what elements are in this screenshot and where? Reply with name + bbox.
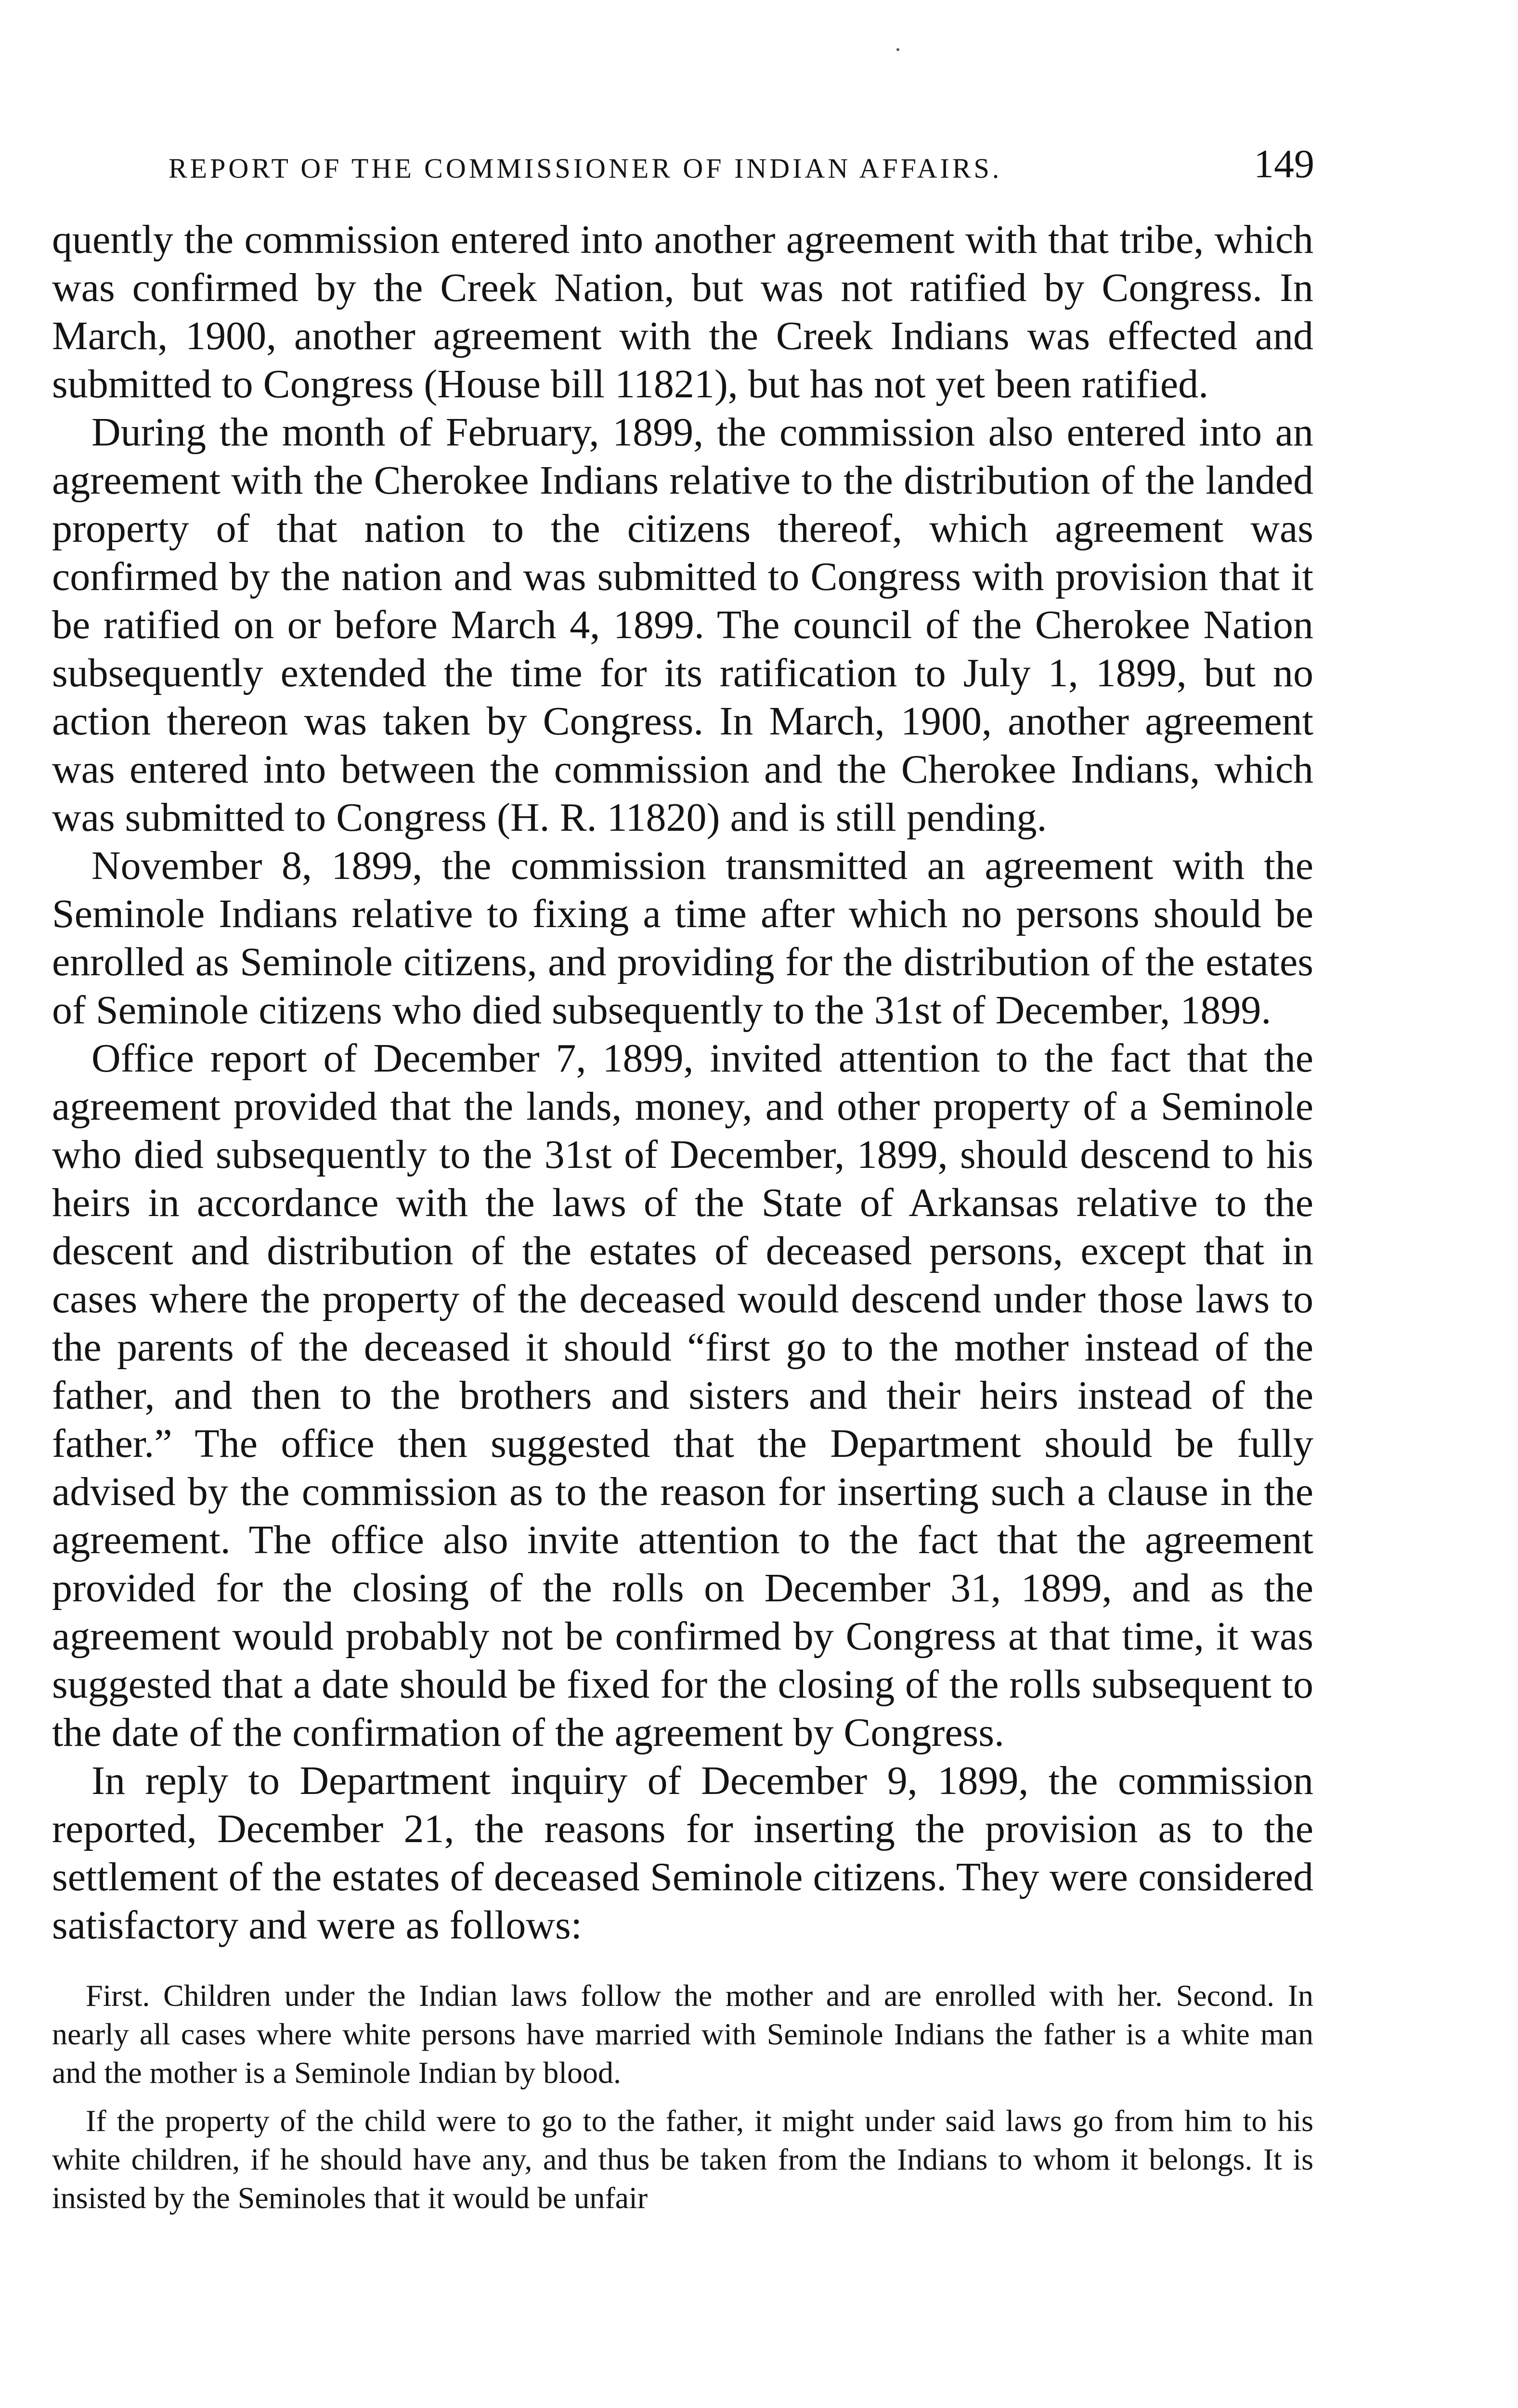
paragraph-office-report: Office report of December 7, 1899, invited attention to the fact that the agreement provided that the lands, money, and other property of a Seminole who died subsequently to the 31st of December, 1899, should descend to his heirs in accordance with the laws of the State of Arkansas relative to the descent and distribution of the estates of deceased persons, except that in cases where the property of the deceased would descend under those laws to the parents of the deceased it should “first go to the mother instead of the father, and then to the brothers and sisters and their heirs instead of the father.” The office then suggested that the Department should be fully advised by the commission as to the reason for inserting such a clause in the agreement. The office also invite attention to the fact that the agreement provided for the closing of the rolls on December 31, 1899, and as the agreement would probably not be confirmed by Congress at that time, it was suggested that a date should be fixed for the closing of the rolls subsequent to the date of the confirmation of the agreement by Congress.	[52, 1036, 1313, 1755]
paragraph-seminole-agreement: November 8, 1899, the commission transmitted an agreement with the Seminole Indians relative to fixing a time after which no persons should be enrolled as Seminole citizens, and providing for the distribution of the estates of Seminole citizens who died subsequently to the 31st of December, 1899.	[52, 843, 1313, 1033]
page-header	[169, 141, 1314, 198]
body-text	[52, 216, 1313, 2217]
paragraph-commission-reply: In reply to Department inquiry of December 9, 1899, the commission reported, December 21, the reasons for inserting the provision as to the settlement of the estates of deceased Seminole citizens. They were considered satisfactory and were as follows:	[52, 1758, 1313, 1948]
paragraph-cherokee-agreement: During the month of February, 1899, the commission also entered into an agreement with the Cherokee Indians relative to the distribution of the landed property of that nation to the citizens thereof, which agreement was confirmed by the nation and was submitted to Congress with provision that it be ratified on or before March 4, 1899. The council of the Cherokee Nation subsequently extended the time for its ratification to July 1, 1899, but no action thereon was taken by Congress. In March, 1900, another agreement was entered into between the commission and the Cherokee Indians, which was submitted to Congress (H. R. 11820) and is still pending.	[52, 410, 1313, 840]
quoted-reasons	[52, 1976, 1313, 2217]
quote-first-second: First. Children under the Indian laws follow the mother and are enrolled with her. Second. In nearly all cases where white persons have married with Seminole Indians the father is a white man and the mother is a Seminole Indian by blood.	[52, 1978, 1313, 2090]
quote-property-of-child: If the property of the child were to go to the father, it might under said laws go from him to his white children, if he should have any, and thus be taken from the Indians to whom it belongs. It is insisted by the Seminoles that it would be unfair	[52, 2104, 1313, 2215]
running-title: REPORT OF THE COMMISSIONER OF INDIAN AFFAIRS.	[169, 153, 1002, 184]
paragraph-creek-agreement: quently the commission entered into another agreement with that tribe, which was confirmed by the Creek Nation, but was not ratified by Congress. In March, 1900, another agreement with the Creek Indians was effected and submitted to Congress (House bill 11821), but has not yet been ratified.	[52, 217, 1313, 406]
page-number: 149	[1254, 142, 1314, 186]
scan-speck	[896, 48, 899, 51]
